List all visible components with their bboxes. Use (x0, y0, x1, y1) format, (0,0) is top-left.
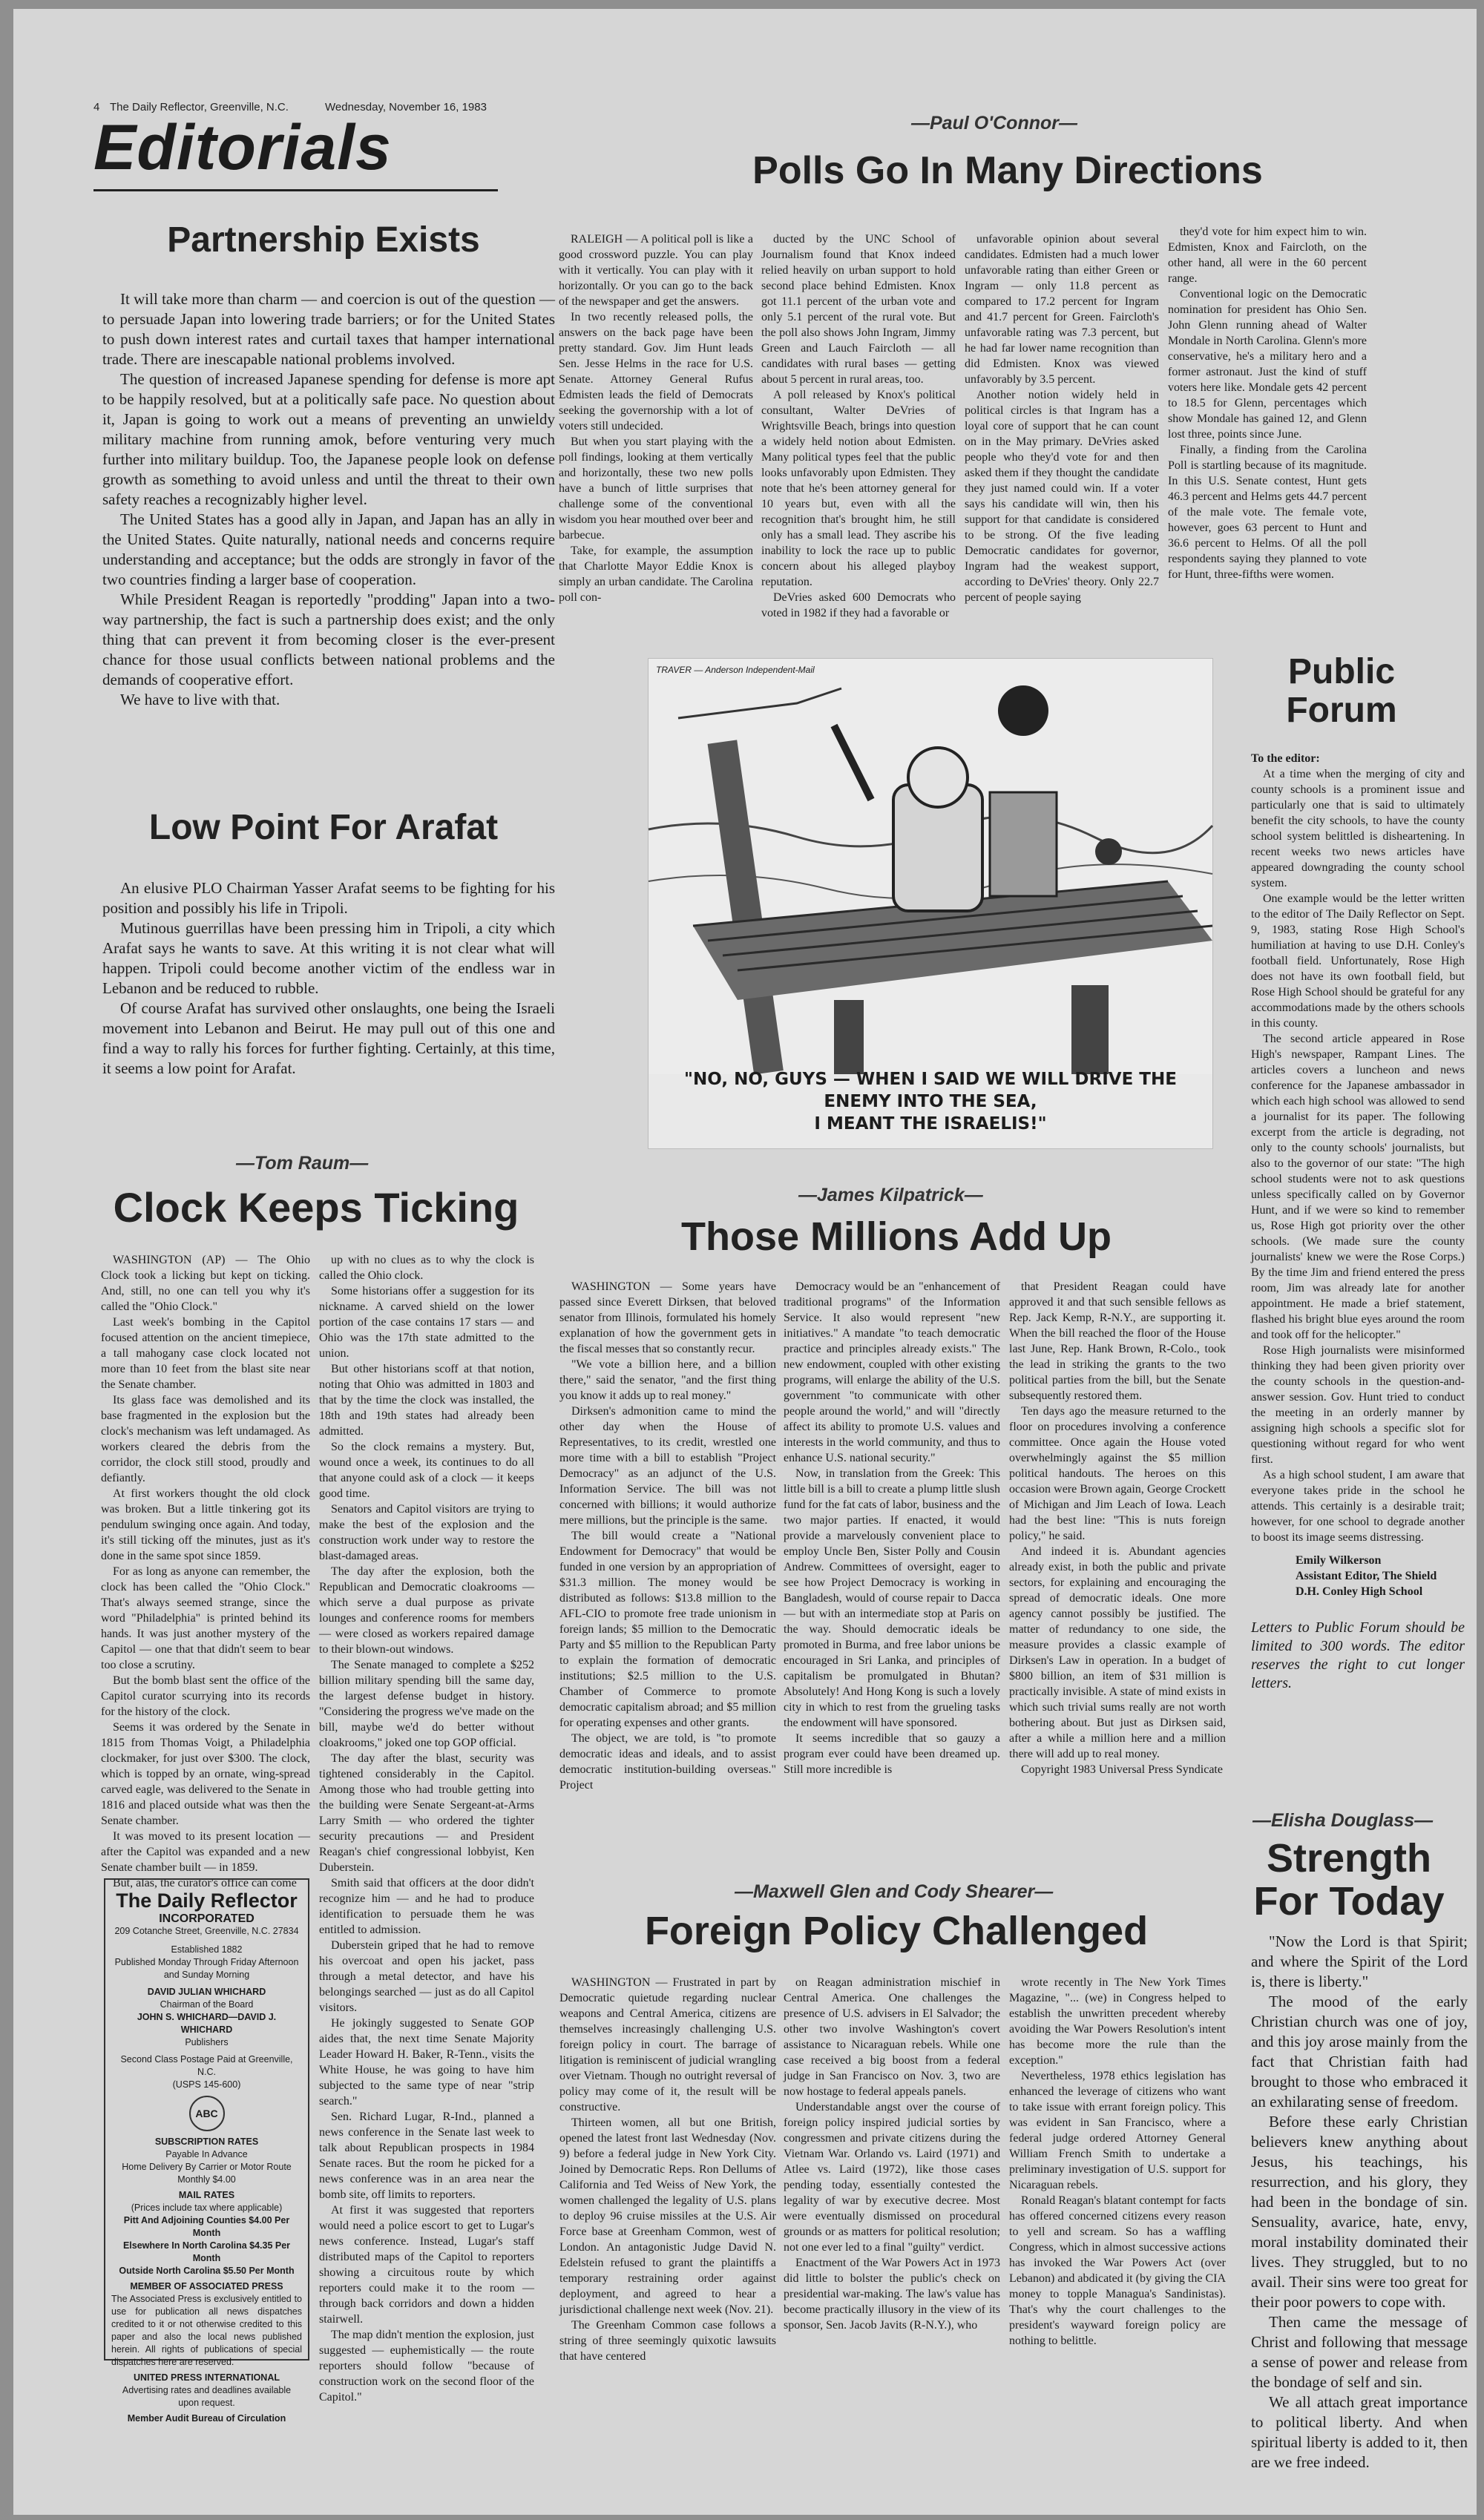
mail-rate-line: Elsewhere In North Carolina $4.35 Per Month (122, 2240, 291, 2263)
polls-column-2 (761, 231, 956, 643)
signer-name: Emily Wilkerson (1296, 1554, 1382, 1567)
forum-title-line: Public (1287, 652, 1396, 691)
cartoon-signature: TRAVER — Anderson Independent-Mail (656, 665, 815, 675)
paragraph: One example would be the letter written to the editor of The Daily Reflector on Sept. 9, 1983, stating Rose High School's humiliation at having to use D.H. Conley's football field. Unfortunately, Rose High does not have its own football field, but Rose High School should be grateful for any accommodations made by the others schools in this county. (1251, 892, 1465, 1030)
paragraph: on Reagan administration mischief in Central America. One challenges the presence of U.S. advisers in El Salvador; the other two involve Washington's covert assistance to Nicaraguan rebels. While one case received a big boost from a federal judge in San Francisco on Nov. 3, two are now hostage to federal appeals panels. (784, 1976, 1000, 2098)
paragraph: The second article appeared in Rose High's newspaper, Rampant Lines. The articles covers a luncheon and news conference for the Japanese ambassador in which each high school was allowed to send a journalist for its paper. The following excerpt from the article is degrading, not only to the county schools' journalists, but also to the governor of our state: "The high school students were not to ask questions unless specifically called on by Governor Hunt, and if we were so kind to remember us, Rose High got priority over the other schools. (We made sure the county journalists' knew we were the Rose Corps.) By the time Jim and friend entered the press room, Jim was already late for another appointment. He made a brief statement, flashed his bright blue eyes around the room and took off for the helicopter." (1251, 1033, 1465, 1341)
paragraph: WASHINGTON — Some years have passed since Everett Dirksen, that beloved senator from Illinois, formulated his homely explanation of how the government gets in the fiscal messes that so constantly recur. (559, 1280, 776, 1355)
paragraph: At first workers thought the old clock was broken. But a little tinkering got its pendulum swinging once again. And today, it's still ticking off the minutes, just as it's done in the same spot since 1859. (101, 1487, 310, 1562)
publisher-publishers-role: Publishers (185, 2037, 229, 2047)
paragraph: Duberstein griped that he had to remove his overcoat and open his jacket, pass through a metal detector, and have his belongings searched — just as do all Capitol visitors. (319, 1939, 534, 2014)
polls-byline: —Paul O'Connor— (911, 113, 1077, 134)
paragraph: The United States has a good ally in Japan, and Japan has an ally in the United States. Quite naturally, national needs and concerns require understanding and acceptance; but the odds are strongly in favor of the two countries finding a larger base of cooperation. (102, 510, 555, 588)
mail-rates-note: (Prices include tax where applicable) (131, 2202, 283, 2213)
paragraph: The day after the blast, security was tightened considerably in the Capitol. Among those who had trouble getting into the building were Senate Sergeant-at-Arms Larry Smith — who ordered the tighter security precautions — and President Reagan's chief congressional lobbyist, Ken Duberstein. (319, 1752, 534, 1874)
paragraph: wrote recently in The New York Times Magazine, "... (we) in Congress helped to establish the unwritten precedent whereby avoiding the War Powers Resolution's intent has become more the rule than the exception." (1009, 1976, 1226, 2067)
paragraph: Some historians offer a suggestion for its nickname. A carved shield on the lower portion of the case contains 17 stars — and Ohio was the 17th state admitted to the union. (319, 1285, 534, 1360)
publisher-established: Established 1882 (171, 1944, 243, 1955)
paragraph: But other historians scoff at that notion, noting that Ohio was admitted in 1803 and that by the time the clock was installed, the 18th and 19th states had already been admitted. (319, 1363, 534, 1438)
paragraph: Ten days ago the measure returned to the floor on procedures involving a conference committee. Once again the House voted overwhelmingly against the $5 million political handouts. The heroes on this occasion were Brown again, George Crockett of Michigan and Jim Leach of Iowa. Leach had the best line: "This is nuts foreign policy," he said. (1009, 1405, 1226, 1542)
polls-headline: Polls Go In Many Directions (752, 149, 1263, 192)
ap-text: The Associated Press is exclusively entitled to use for publication all news dispatches credited to it or not otherwise credited to this paper and also the local news published herein. All rights of publications of special dispatches here are reserved. (111, 2294, 302, 2367)
publisher-box (104, 1878, 309, 2424)
forum-letter (1251, 751, 1465, 1691)
paragraph: WASHINGTON (AP) — The Ohio Clock took a licking but kept on ticking. And, still, no one can tell you why it's called the "Ohio Clock." (101, 1254, 310, 1313)
paragraph: Smith said that officers at the door didn't recognize him — and he had to produce identification to persuade them he was entitled to admission. (319, 1877, 534, 1936)
ad-rates: Advertising rates and deadlines available upon request. (122, 2385, 292, 2408)
publisher-chairman: DAVID JULIAN WHICHARD (147, 1987, 266, 1997)
millions-byline: —James Kilpatrick— (798, 1185, 983, 1205)
signer-school: D.H. Conley High School (1296, 1585, 1423, 1598)
foreign-column-1 (559, 1975, 776, 2509)
paragraph: The Greenham Common case follows a string of three seemingly quixotic lawsuits that have centered (559, 2319, 776, 2363)
publisher-schedule: Published Monday Through Friday Afternoon and Sunday Morning (114, 1957, 299, 1980)
clock-headline: Clock Keeps Ticking (113, 1184, 519, 1231)
strength-title-line: Strength (1267, 1836, 1431, 1881)
paragraph: So the clock remains a mystery. But, wound once a week, its continues to do all that anyone could ask of a clock — it keeps good time. (319, 1441, 534, 1500)
audit-bureau: Member Audit Bureau of Circulation (127, 2413, 286, 2424)
arafat-headline: Low Point For Arafat (148, 808, 499, 847)
paragraph: He jokingly suggested to Senate GOP aides that, the next time Senate Majority Leader Howard H. Baker, R-Tenn., visits the White House, he was going to have him subjected to the same type of near "strip search." (319, 2017, 534, 2108)
caption-line: "NO, NO, GUYS — WHEN I SAID WE WILL DRIVE THE ENEMY INTO THE SEA, (684, 1070, 1177, 1111)
newspaper-page (13, 9, 1477, 2515)
paragraph: We have to live with that. (120, 691, 280, 708)
arafat-article (102, 878, 555, 1101)
mail-rate-line: Pitt And Adjoining Counties $4.00 Per Month (123, 2215, 290, 2238)
millions-column-3 (1009, 1279, 1226, 1872)
paragraph: "Now the Lord is that Spirit; and where the Spirit of the Lord is, there is liberty." (1251, 1932, 1468, 1990)
paragraph: It was moved to its present location — after the Capitol was expanded and a new Senate chamber built — in 1859. (101, 1830, 310, 1874)
paragraph: ducted by the UNC School of Journalism found that Knox indeed relied heavily on urban support to hold second place behind Edmisten. Knox got 11.1 percent of the urban vote and only 5.1 percent of the rural vote. But the poll also shows John Ingram, Jimmy Green and Lauch Faircloth — all candidates with rural bases — getting about 5 percent in rural areas, too. (761, 233, 956, 386)
upi-member: UNITED PRESS INTERNATIONAL (134, 2372, 280, 2383)
clock-byline: —Tom Raum— (236, 1153, 369, 1174)
paragraph: And indeed it is. Abundant agencies already exist, in both the public and private sectors, for explaining and encouraging the spread of democratic ideals. One more agency cannot possibly be justified. The matter of redundancy to one side, the measure provides a classic example of Dirksen's Law in operation. In a budget of $800 billion, an item of $31 million is practically invisible. A state of mind exists in which such trivial sums really are not worth bothering about. But just as Dirksen said, after a while a million here and a million there will add up to real money. (1009, 1545, 1226, 1760)
clock-column-2 (319, 1252, 534, 2469)
paragraph: Dirksen's admonition came to mind the other day when the House of Representatives, to its credit, wrestled one more time with a bill to establish "Project Democracy" as an adjunct of the U.S. Information Service. The bill was not concerned with billions; it would authorize mere millions, but the principle is the same. (559, 1405, 776, 1527)
paragraph: A poll released by Knox's political consultant, Walter DeVries of Wrightsville Beach, brings into question a widely held notion about Edmisten. Many political types feel that the public looks unfavorably upon Edmisten. They note that he's been attorney general for 10 years but, even with all the recognition that's brought him, he still only has a small lead. They ascribe his inability to lock the race up to public concern about his alleged playboy reputation. (761, 389, 956, 588)
publisher-chairman-role: Chairman of the Board (160, 1999, 254, 2010)
forum-signature (1296, 1553, 1465, 1599)
paragraph: In two recently released polls, the answers on the back page have been pretty standard. Gov. Jim Hunt leads Sen. Jesse Helms in the race for U.S. Senate. Attorney General Rufus Edmisten leads the field of Democrats seeking the governorship with a lot of voters still undecided. (559, 311, 753, 432)
paragraph: But when you start playing with the poll findings, looking at them vertically and horizontally, these two new polls have a bunch of little surprises that challenge some of the conventional wisdom you hear mouthed over beer and barbecue. (559, 435, 753, 542)
paragraph: The day after the explosion, both the Republican and Democratic cloakrooms — which serve a dual purpose as private lounges and conference rooms for members — were closed as workers repaired damage to their blown-out windows. (319, 1565, 534, 1656)
paragraph: Ronald Reagan's blatant contempt for facts has offered concerned citizens every reason to yell and scream. So has a waffling Congress, which in almost successive actions has invoked the War Powers Act (over Lebanon) and abdicated it (by giving the CIA money to topple Managua's Sandinistas). That's why the court challenges to the president's wayward foreign policy are nothing to belittle. (1009, 2194, 1226, 2347)
publisher-postage: Second Class Postage Paid at Greenville, N.C. (120, 2054, 293, 2077)
paragraph: The Senate managed to complete a $252 billion military spending bill the same day, the largest defense budget in history. "Considering the progress we've made on the bill, maybe we'd do better without cloakrooms," joked one top GOP official. (319, 1659, 534, 1749)
paragraph: It will take more than charm — and coercion is out of the question — to persuade Japan into lowering trade barriers; or for the United States to push down interest rates and curtail taxes that hamper international trade. There are inescapable national problems involved. (102, 290, 555, 368)
forum-salutation: To the editor: (1251, 752, 1320, 765)
paragraph: Of course Arafat has survived other onslaughts, one being the Israeli movement into Lebanon and Beirut. He may pull out of this one and find a way to rally his forces for further fighting. Certainly, at this time, it seems a low point for Arafat. (102, 999, 555, 1077)
partnership-headline: Partnership Exists (167, 220, 480, 260)
foreign-headline: Foreign Policy Challenged (644, 1909, 1149, 1953)
issue-date: Wednesday, November 16, 1983 (325, 101, 487, 114)
strength-headline (1238, 1837, 1460, 1924)
paragraph: "We vote a billion here, and a billion there," said the senator, "and the first thing you know it adds up to real money." (559, 1358, 776, 1402)
foreign-column-3 (1009, 1975, 1226, 2509)
abc-seal-icon: ABC (189, 2096, 225, 2131)
paragraph: Take, for example, the assumption that Charlotte Mayor Eddie Knox is simply an urban candidate. The Carolina poll con- (559, 545, 753, 604)
paragraph: Copyright 1983 Universal Press Syndicate (1021, 1763, 1223, 1776)
mail-rates-title: MAIL RATES (178, 2190, 235, 2200)
subscription-line: Home Delivery By Carrier or Motor Route Monthly $4.00 (122, 2162, 292, 2185)
paragraph: Rose High journalists were misinformed thinking they had been given priority over the county schools in the question-and-answer session. Gov. Hunt tried to conduct the meeting in an orderly manner by assigning high schools a specific slot for questioning without regard for who went first. (1251, 1344, 1465, 1466)
publisher-name: The Daily Reflector (116, 1889, 298, 1912)
paragraph: unfavorable opinion about several candidates. Edmisten had a much lower unfavorable rating than either Green or Ingram — only 11.8 percent as compared to 17.2 percent for Ingram and 41.7 percent for Green. Faircloth's unfavorable rating was 7.3 percent, but he had far lower name recognition than did Edmisten. Knox was viewed unfavorably by 3.5 percent. (965, 233, 1159, 386)
paragraph: But the bomb blast sent the office of the Capitol curator scurrying into its records for the history of the clock. (101, 1674, 310, 1718)
paragraph: The map didn't mention the explosion, just suggested — euphemistically — the route reporters should follow "because of construction work on the second floor of the Capitol." (319, 2329, 534, 2404)
paragraph: While President Reagan is reportedly "prodding" Japan into a two-way partnership, the fact is such a partnership does exist; and the only thing that can prevent it from becoming closer is the ever-present chance for those usual conflicts between national problems and the demands of cooperative effort. (102, 590, 555, 688)
paragraph: As a high school student, I am aware that everyone takes pride in the school he attends. This certainly is a desirable trait; however, for one school to degrade another to boost its image seems distressing. (1251, 1469, 1465, 1544)
paragraph: Sen. Richard Lugar, R-Ind., planned a news conference in the Senate last week to talk about Republican prospects in 1984 Senate races. But the room he picked for a news conference was in an area near the bomb site, off limits to reporters. (319, 2111, 534, 2201)
paragraph: At a time when the merging of city and county schools is a prominent issue and particularly one that is said to ultimately benefit the city schools, to have the county school system belittled is disheartening. In recent weeks two news articles have appeared downgrading the county school system. (1251, 768, 1465, 889)
paragraph: Mutinous guerrillas have been pressing him in Tripoli, a city which Arafat says he wants to save. At this writing it is not clear what will happen. Tripoli could become another victim of the endless war in Lebanon and be reduced to rubble. (102, 919, 555, 997)
paragraph: Seems it was ordered by the Senate in 1815 from Thomas Voigt, a Philadelphia clockmaker, for just over $300. The clock, which is topped by an ornate, wing-spread carved eagle, was delivered to the Senate in 1816 and placed outside what was then the Senate chamber. (101, 1721, 310, 1827)
paragraph: For as long as anyone can remember, the clock has been called the "Ohio Clock." That's always seemed strange, since the word "Philadelphia" is printed behind its hands. It was just another mystery of the Capitol — one that that didn't seem to bear too close a scrutiny. (101, 1565, 310, 1671)
millions-column-2 (784, 1279, 1000, 1872)
paragraph: Conventional logic on the Democratic nomination for president has Ohio Sen. John Glenn running ahead of Walter Mondale in North Carolina. Glenn's more conservative, he's a military hero and a former astronaut. Just the kind of stuff voters here like. Mondale gets 42 percent to 18.5 for Glenn, percentages which show Mondale has gained 12, and Glenn lost three, points since June. (1168, 288, 1367, 441)
paragraph: The object, we are told, is "to promote democratic ideas and ideals, and to assist democratic institution-building overseas." Project (559, 1732, 776, 1792)
polls-column-4 (1168, 224, 1367, 647)
ap-title: MEMBER OF ASSOCIATED PRESS (130, 2281, 283, 2292)
masthead-rule (93, 189, 498, 191)
paragraph: RALEIGH — A political poll is like a good crossword puzzle. You can play with it vertically. You can play with it horizontally. Or you can go to the back of the newspaper and get the answers. (559, 233, 753, 308)
paragraph: Senators and Capitol visitors are trying to make the best of the explosion and the construction work under way to restore the blast-damaged areas. (319, 1503, 534, 1562)
paragraph: Enactment of the War Powers Act in 1973 did little to bolster the public's check on presidential war-making. The law's value has become practically illusory in the view of its sponsor, Sen. Jacob Javits (R-N.Y.), who (784, 2257, 1000, 2332)
millions-headline: Those Millions Add Up (681, 1214, 1112, 1259)
publisher-usps: (USPS 145-600) (172, 2079, 241, 2090)
polls-column-1 (559, 231, 753, 643)
paragraph: Its glass face was demolished and its base fragmented in the explosion but the clock's mechanism was left undamaged. As workers cleared the debris from the corridor, the clock still stood, proudly and defiantly. (101, 1394, 310, 1484)
paragraph: An elusive PLO Chairman Yasser Arafat seems to be fighting for his position and possibly his life in Tripoli. (102, 879, 555, 917)
publisher-address: 209 Cotanche Street, Greenville, N.C. 27834 (114, 1926, 299, 1936)
paragraph: Finally, a finding from the Carolina Poll is startling because of its magnitude. In this U.S. Senate contest, Hunt gets 46.3 percent and Helms gets 44.7 percent of the male vote. The female vote, however, goes 63 percent to Hunt and 36.6 percent to Helms. Of all the poll respondents saying they planned to vote for Hunt, three-fifths were women. (1168, 444, 1367, 581)
foreign-byline: —Maxwell Glen and Cody Shearer— (735, 1881, 1054, 1902)
paragraph: they'd vote for him expect him to win. Edmisten, Knox and Faircloth, on the other hand, all were in the 60 percent range. (1168, 226, 1367, 285)
paragraph: Before these early Christian believers knew anything about Jesus, his teachings, his resurrection, and his glory, they had been in the bondage of sin. Sensuality, avarice, hate, envy, moral instability dominated their lives. They struggled, but to no avail. Their sins were too great for their poor powers to cope with. (1251, 2113, 1468, 2311)
paragraph: The bill would create a "National Endowment for Democracy" that would be funded in one version by an appropriation of $31.3 million. The money would be distributed as follows: $13.8 million to the AFL-CIO to promote free trade unionism in foreign lands; $5 million to the Democratic Party and $5 million to the Republican Party to explain the formation of democratic institutions; $2.5 million to the U.S. Chamber of Commerce to promote democratic capitalism abroad; and $5 million for operating expenses and other grants. (559, 1530, 776, 1729)
paragraph: Thirteen women, all but one British, opened the latest front last Wednesday (Nov. 9) before a federal judge in New York City. Joined by Democratic Reps. Ron Dellums of California and Ted Weiss of New York, the women challenged the legality of U.S. plans to deploy 96 cruise missiles at the U.S. Air Force base at Greenham Common, west of London. An antagonistic Judge David N. Edelstein refused to grant the plaintiffs a temporary restraining order against deployment, and agreed to hear a jurisdictional challenge next week (Nov. 21). (559, 2116, 776, 2316)
foreign-column-2 (784, 1975, 1000, 2509)
paragraph: Nevertheless, 1978 ethics legislation has enhanced the leverage of citizens who want to take issue with errant foreign policy. This was evident in San Francisco, where a federal judge ordered Attorney General William French Smith to undertake a preliminary investigation of U.S. support for Nicaraguan rebels. (1009, 2070, 1226, 2191)
forum-note: Letters to Public Forum should be limited to 300 words. The editor reserves the right to cut longer letters. (1251, 1619, 1465, 1691)
section-masthead: Editorials (93, 112, 392, 183)
millions-column-1 (559, 1279, 776, 1872)
forum-headline (1260, 653, 1423, 730)
paragraph: Last week's bombing in the Capitol focused attention on the ancient timepiece, a tall mahogany case clock located not more than 10 feet from the blast site near the Senate chamber. (101, 1316, 310, 1391)
paragraph: Democracy would be an "enhancement of traditional programs" of the Information Service. It also would represent "new initiatives." A mandate "to teach democratic practice and principles already exists." The new endowment, coupled with other existing programs, will enlarge the ability of the U.S. government "to communicate with other people around the world," and will "directly affect its ability to promote U.S. values and interests in the world community, and thus to enhance U.S. national security." (784, 1280, 1000, 1464)
paragraph: up with no clues as to why the clock is called the Ohio clock. (319, 1254, 534, 1282)
paragraph: Now, in translation from the Greek: This little bill is a bill to create a plump little slush fund for the fat cats of labor, business and the two major parties. If enacted, it would provide a marvelously convenient place to employ Uncle Ben, Sister Polly and Cousin Andrew. Committees of oversight, eager to see how Project Democracy is working in Bangladesh, would of course repair to Dacca — but with an intermediate stop at Paris on the way. Should democratic ideals be promoted in Burma, and free labor unions be encouraged in Sri Lanka, and principles of capitalism be promulgated in Bhutan? Absolutely! And Hong Kong is such a lovely city in which to rest from the grueling tasks the endowment will have sponsored. (784, 1467, 1000, 1729)
page-number: 4 (93, 101, 100, 114)
paragraph: DeVries asked 600 Democrats who voted in 1982 if they had a favorable or (761, 591, 956, 619)
cartoon-drawing (649, 659, 1212, 1074)
cartoon-caption (649, 1068, 1212, 1135)
paragraph: Another notion widely held in political circles is that Ingram has a loyal core of support that he can count on in the May primary. DeVries asked people who they'd vote for and then asked them if they thought the candidate they just named could win. If a voter says his candidate will win, then his support for that candidate is considered to be strong. Of the five leading Democratic candidates for governor, Ingram had the weakest support, according to DeVries' theory. Only 22.7 percent of people saying (965, 389, 1159, 604)
publisher-incorporated: INCORPORATED (159, 1912, 255, 1925)
paragraph: that President Reagan could have approved it and that such sensible fellows as Rep. Jack Kemp, R-N.Y., are supporting it. When the bill reached the floor of the House last June, Rep. Hank Brown, R-Colo., took the lead in striking the grants to the two political parties from the bill, but the Senate subsequently restored them. (1009, 1280, 1226, 1402)
editorial-cartoon (648, 658, 1213, 1149)
subscription-line: Payable In Advance (165, 2149, 248, 2159)
paragraph: The question of increased Japanese spending for defense is more apt to be happily resolved, but at a politically safe pace. No question about it, Japan is going to work out a means of preventing an unwieldy military machine from running amok, before venturing very much further into military buildup. Too, the Japanese people look on defense growth as something to avoid unless and until the threat to their own safety reaches a recognizably higher level. (102, 370, 555, 508)
paragraph: The mood of the early Christian church was one of joy, and this joy arose mainly from the fact that Christian faith had brought to those who embraced it an exhilarating sense of freedom. (1251, 1993, 1468, 2111)
polls-column-3 (965, 231, 1159, 643)
mail-rate-line: Outside North Carolina $5.50 Per Month (119, 2266, 295, 2276)
strength-title-line: For Today (1253, 1879, 1445, 1924)
paper-name: The Daily Reflector, Greenville, N.C. (110, 101, 289, 114)
paragraph: We all attach great importance to political liberty. And when spiritual liberty is added to it, then are we free indeed. (1251, 2393, 1468, 2471)
forum-title-line: Forum (1286, 690, 1397, 730)
paragraph: At first it was suggested that reporters would need a police escort to get to Lugar's news conference. Instead, Lugar's staff distributed maps of the Capitol to reporters showing a circuitous route by which reporters could make it to the room — through back corridors and down a hidden stairwell. (319, 2204, 534, 2326)
subscription-title: SUBSCRIPTION RATES (154, 2136, 259, 2147)
paragraph: Then came the message of Christ and following that message a sense of power and release from the bondage of self and sin. (1251, 2313, 1468, 2391)
strength-byline: —Elisha Douglass— (1252, 1810, 1434, 1831)
strength-article (1251, 1932, 1468, 2496)
caption-line: I MEANT THE ISRAELIS!" (814, 1114, 1047, 1134)
publisher-publishers: JOHN S. WHICHARD—DAVID J. WHICHARD (137, 2012, 277, 2035)
paragraph: WASHINGTON — Frustrated in part by Democratic quietude regarding nuclear weapons and Central America, citizens are themselves increasingly challenging U.S. foreign policy in court. The barrage of litigation is reminiscent of judicial wrangling over Vietnam. Though no outright reversal of policy may come of it, the result will be constructive. (559, 1976, 776, 2113)
paragraph: Understandable angst over the course of foreign policy inspired judicial sorties by congressmen and private citizens during the Vietnam War. Orlando vs. Laird (1971) and Atlee vs. Laird (1972), like those cases pending today, essentially contested the legality of war by executive decree. Most were eventually dismissed on procedural grounds or as matters for political resolution; not one ever led to a final "guilty" verdict. (784, 2101, 1000, 2254)
signer-title: Assistant Editor, The Shield (1296, 1570, 1437, 1582)
clock-column-1 (101, 1252, 310, 1889)
paragraph: It seems incredible that so gauzy a program ever could have been dreamed up. Still more incredible is (784, 1732, 1000, 1776)
paragraph: But, alas, the curator's office can come (113, 1877, 297, 1889)
partnership-article (102, 289, 555, 772)
